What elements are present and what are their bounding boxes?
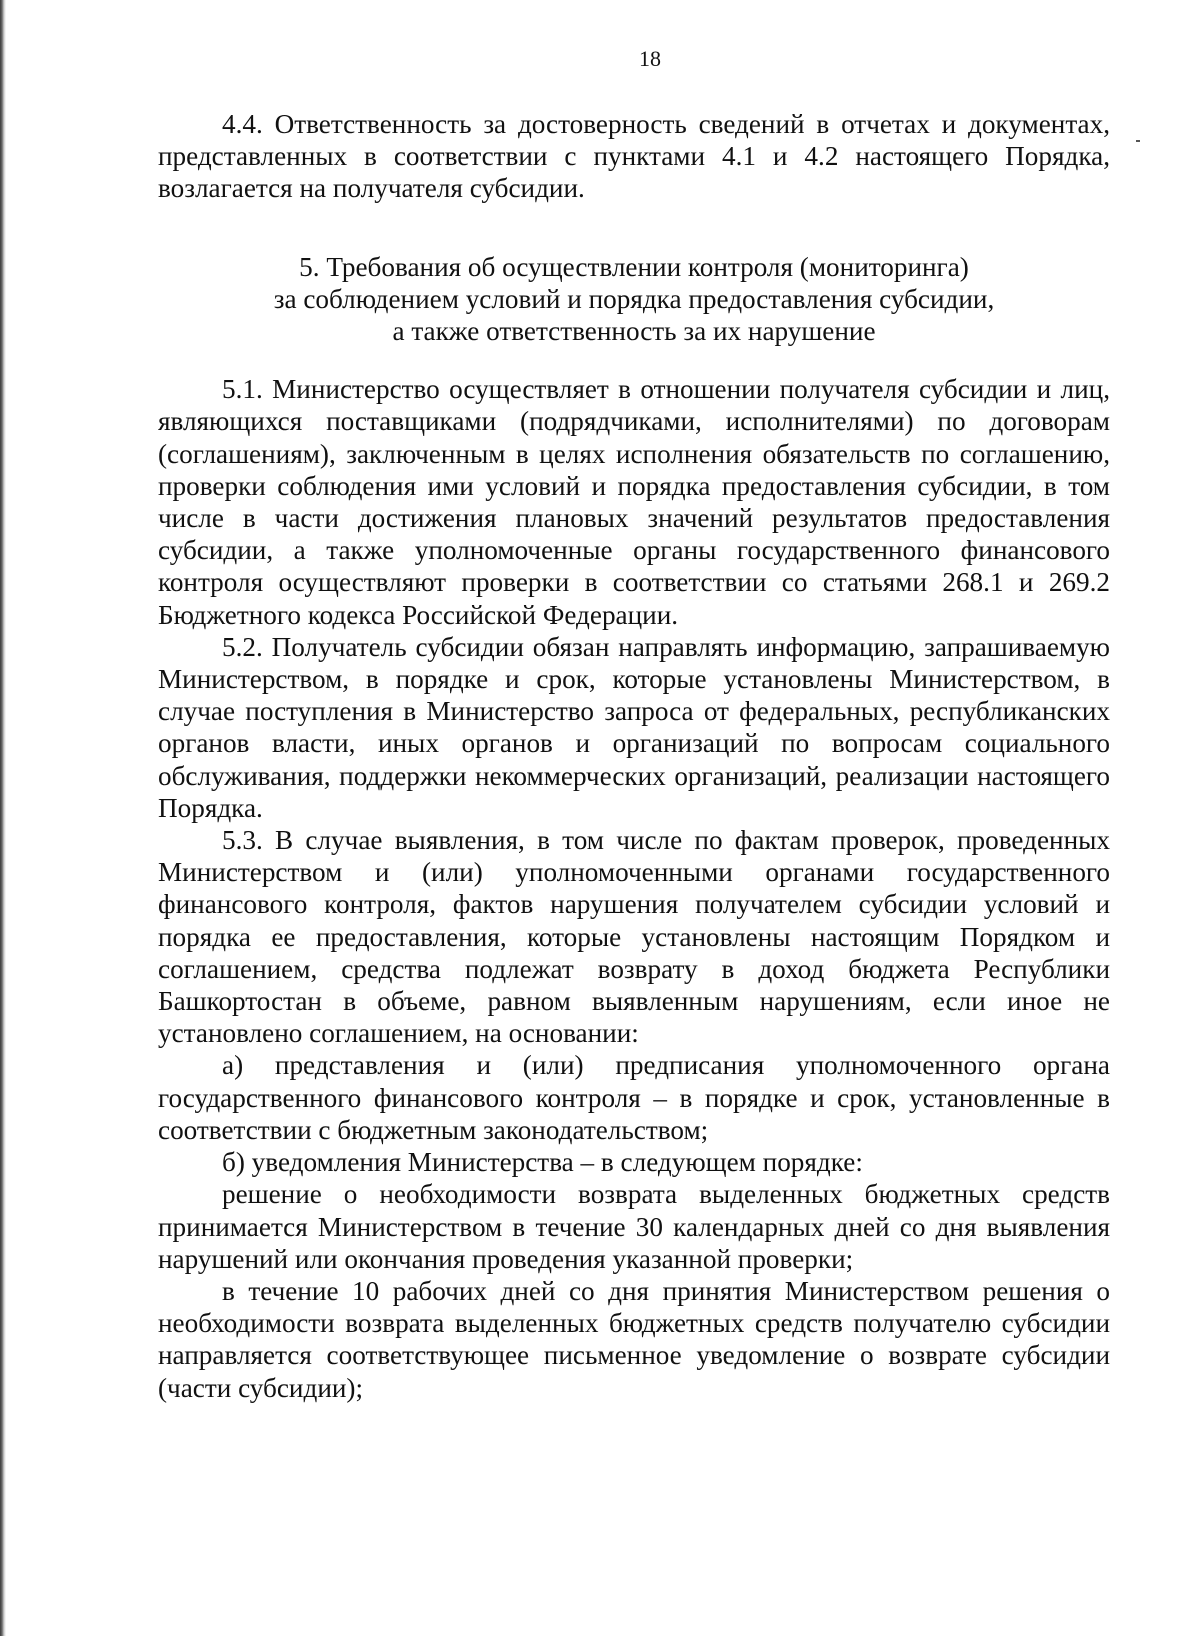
scan-left-edge	[0, 0, 6, 1636]
section-5-heading-line-3: а также ответственность за их нарушение	[392, 316, 876, 347]
paragraph-5-3-a: а) представления и (или) предписания уполномоченного органа государственного финансового контроля – в порядке и срок, установленные в соответствии с бюджетным законодательством;	[158, 1050, 1110, 1145]
paragraph-decision: решение о необходимости возврата выделенных бюджетных средств принимается Министерством в течение 30 календарных дней со дня выявления нарушений или окончания проведения указанной проверки;	[158, 1179, 1110, 1274]
section-5-heading	[158, 251, 1110, 348]
paragraph-5-3-b: б) уведомления Министерства – в следующем порядке:	[222, 1147, 863, 1178]
section-5-heading-line-2: за соблюдением условий и порядка предоставления субсидии,	[273, 283, 995, 314]
paragraph-5-1: 5.1. Министерство осуществляет в отношении получателя субсидии и лиц, являющихся поставщиками (подрядчиками, исполнителями) по договорам (соглашениям), заключенным в целях исполнения обязательств по соглашению, проверки соблюдения ими условий и порядка предоставления субсидии, в том числе в части достижения плановых значений результатов предоставления субсидии, а также уполномоченные органы государственного финансового контроля осуществляют проверки в соответствии со статьями 268.1 и 269.2 Бюджетного кодекса Российской Федерации.	[158, 374, 1110, 630]
section-5-heading-line-1: 5. Требования об осуществлении контроля (мониторинга)	[299, 251, 969, 282]
paragraph-4-4: 4.4. Ответственность за достоверность сведений в отчетах и документах, представленных в соответствии с пунктами 4.1 и 4.2 настоящего Порядка, возлагается на получателя субсидии.	[158, 109, 1110, 204]
scan-speck	[1136, 140, 1140, 142]
paragraph-5-2: 5.2. Получатель субсидии обязан направлять информацию, запрашиваемую Министерством, в порядке и срок, которые установлены Министерством, в случае поступления в Министерство запроса от федеральных, республиканских органов власти, иных органов и организаций по вопросам социального обслуживания, поддержки некоммерческих организаций, реализации настоящего Порядка.	[158, 631, 1110, 823]
document-body	[158, 108, 1110, 1404]
paragraph-5-3: 5.3. В случае выявления, в том числе по фактам проверок, проведенных Министерством и (или) уполномоченными органами государственного финансового контроля, фактов нарушения получателем субсидии условий и порядка ее предоставления, которые установлены настоящим Порядком и соглашением, средства подлежат возврату в доход бюджета Республики Башкортостан в объеме, равном выявленным нарушениям, если иное не установлено соглашением, на основании:	[158, 825, 1110, 1049]
paragraph-notice: в течение 10 рабочих дней со дня принятия Министерством решения о необходимости возврата выделенных бюджетных средств получателю субсидии направляется соответствующее письменное уведомление о возврате субсидии (части субсидии);	[158, 1275, 1110, 1403]
page-number: 18	[639, 46, 661, 71]
